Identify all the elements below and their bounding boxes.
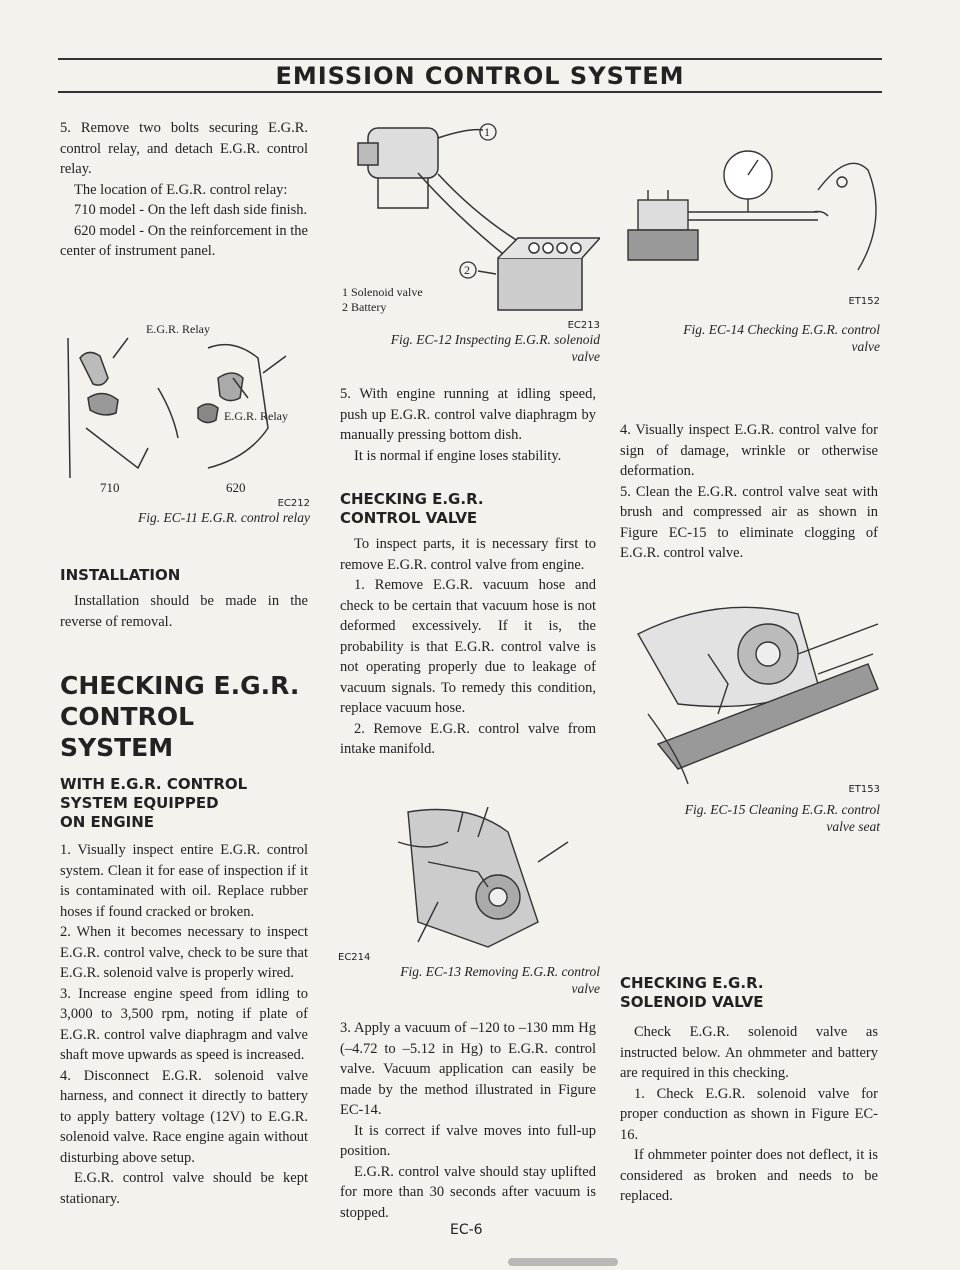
figure-ec15 <box>618 594 880 834</box>
valve-item-3: 3. Apply a vacuum of –120 to –130 mm Hg (–4.72 to –5.12 in Hg) to E.G.R. control valve. Vacuum application can easily be made by the method illustrated in Figure EC-14. <box>340 1020 596 1118</box>
installation-heading: INSTALLATION <box>60 566 181 584</box>
column-left <box>60 118 308 262</box>
solenoid-item-1-note: If ohmmeter pointer does not deflect, it is considered as broken and needs to be replaced. <box>620 1147 878 1204</box>
step-5-note: It is normal if engine loses stability. <box>354 447 562 464</box>
checking-egr-valve-heading-1: CHECKING E.G.R. <box>340 490 484 508</box>
callout-2: 2 <box>464 263 470 277</box>
figure-code: ET153 <box>848 784 880 795</box>
figure-caption-line-2: valve seat <box>826 819 880 834</box>
valve-item-2: 2. Remove E.G.R. control valve from intake manifold. <box>340 720 596 757</box>
valve-item-5: 5. Clean the E.G.R. control valve seat with brush and compressed air as shown in Figure EC-15 to eliminate clogging of E.G.R. control valve. <box>620 483 878 561</box>
figure-caption-line-2: valve <box>851 339 880 354</box>
checking-solenoid-heading-2: SOLENOID VALVE <box>620 993 764 1011</box>
system-item-4: 4. Disconnect E.G.R. solenoid valve harness, and connect it directly to battery to apply battery voltage (12V) to E.G.R. solenoid valve. Race engine again without disturbing above setup. <box>60 1067 308 1166</box>
page-title: EMISSION CONTROL SYSTEM <box>275 62 685 90</box>
valve-intro: To inspect parts, it is necessary first to remove E.G.R. control valve from engine. <box>340 536 596 573</box>
figure-ec11 <box>58 318 310 533</box>
figure-caption-line-2: valve <box>571 349 600 364</box>
relay-location-620: 620 model - On the reinforcement in the center of instrument panel. <box>60 222 308 259</box>
column-left-lower <box>60 566 308 1209</box>
step-5-push-diaphragm: 5. With engine running at idling speed, push up E.G.R. control valve diaphragm by manually pressing bottom dish. <box>340 386 596 443</box>
system-item-4-note: E.G.R. control valve should be kept stationary. <box>60 1170 308 1207</box>
model-620-label: 620 <box>226 480 246 495</box>
figure-code: ET152 <box>848 296 880 307</box>
valve-seat-cleaning-illustration <box>618 594 880 784</box>
figure-caption-line-1: Fig. EC-13 Removing E.G.R. control <box>400 964 600 979</box>
with-egr-heading-2: SYSTEM EQUIPPED <box>60 794 219 812</box>
column-right-lower <box>620 974 878 1207</box>
checking-egr-valve-heading-2: CONTROL VALVE <box>340 509 478 527</box>
system-item-3: 3. Increase engine speed from idling to 3,000 to 3,500 rpm, noting if plate of E.G.R. control valve diaphragm and valve shaft move upwards as speed is increased. <box>60 985 308 1063</box>
solenoid-item-1: 1. Check E.G.R. solenoid valve for proper conduction as shown in Figure EC-16. <box>620 1085 878 1143</box>
checking-solenoid-heading-1: CHECKING E.G.R. <box>620 974 764 992</box>
with-egr-heading-1: WITH E.G.R. CONTROL <box>60 775 248 793</box>
step-5-remove-relay: 5. Remove two bolts securing E.G.R. control relay, and detach E.G.R. control relay. <box>60 120 308 177</box>
relay-location-intro: The location of E.G.R. control relay: <box>74 181 288 198</box>
figure-caption-line-2: valve <box>571 981 600 996</box>
figure-ec14 <box>618 130 880 360</box>
figure-code: EC214 <box>338 952 371 963</box>
figure-caption-line-1: Fig. EC-14 Checking E.G.R. control <box>683 322 880 337</box>
valve-item-1: 1. Remove E.G.R. vacuum hose and check to be certain that vacuum hose is not deformed excessively. If it is, the probability is that E.G.R. control valve is not operating properly due to leakage of vacuum signals. To remedy this condition, replace vacuum hose. <box>340 577 596 716</box>
system-item-1: 1. Visually inspect entire E.G.R. control system. Clean it for ease of inspection if it is contaminated with oil. Replace rubber hoses if found cracked or broken. <box>60 842 308 920</box>
column-middle-lower <box>340 1018 596 1223</box>
solenoid-battery-illustration <box>338 108 600 320</box>
valve-item-3-note: It is correct if valve moves into full-up position. <box>340 1122 596 1159</box>
relay-label-a: E.G.R. Relay <box>146 322 210 336</box>
figure-ec13 <box>338 802 600 1010</box>
legend-solenoid: 1 Solenoid valve <box>342 285 423 299</box>
column-middle <box>340 384 596 760</box>
figure-caption: Fig. EC-11 E.G.R. control relay <box>138 510 310 525</box>
egr-valve-removal-illustration <box>338 802 600 952</box>
model-710-label: 710 <box>100 480 120 495</box>
legend-battery: 2 Battery <box>342 300 387 314</box>
header-rule-bottom <box>58 91 882 93</box>
checking-egr-system-heading-1: CHECKING E.G.R. <box>60 671 300 700</box>
relay-label-b: E.G.R. Relay <box>224 409 288 423</box>
system-item-2: 2. When it becomes necessary to inspect E.G.R. control valve, check to be sure that E.G.R. solenoid valve is properly wired. <box>60 924 308 981</box>
figure-caption-line-1: Fig. EC-12 Inspecting E.G.R. solenoid <box>390 332 600 347</box>
figure-ec12 <box>338 108 600 368</box>
valve-item-4: 4. Visually inspect E.G.R. control valve for sign of damage, wrinkle or otherwise deformation. <box>620 422 878 479</box>
page-number: EC-6 <box>450 1222 483 1238</box>
with-egr-heading-3: ON ENGINE <box>60 813 155 831</box>
figure-caption-line-1: Fig. EC-15 Cleaning E.G.R. control <box>684 802 880 817</box>
footer-decoration <box>508 1258 618 1266</box>
solenoid-intro: Check E.G.R. solenoid valve as instructed below. An ohmmeter and battery are required in this checking. <box>620 1024 878 1081</box>
column-right <box>620 420 878 564</box>
vacuum-check-illustration <box>618 130 880 296</box>
figure-code: EC212 <box>277 498 310 509</box>
valve-item-3-note-2: E.G.R. control valve should stay uplifted for more than 30 seconds after vacuum is stopped. <box>340 1163 596 1221</box>
header-rule-top <box>58 58 882 60</box>
egr-relay-illustration <box>58 318 310 480</box>
checking-egr-system-heading-2: CONTROL SYSTEM <box>60 702 195 762</box>
callout-1: 1 <box>484 125 490 139</box>
relay-location-710: 710 model - On the left dash side finish. <box>74 202 308 218</box>
figure-code: EC213 <box>567 320 600 331</box>
installation-text: Installation should be made in the reverse of removal. <box>60 593 308 630</box>
